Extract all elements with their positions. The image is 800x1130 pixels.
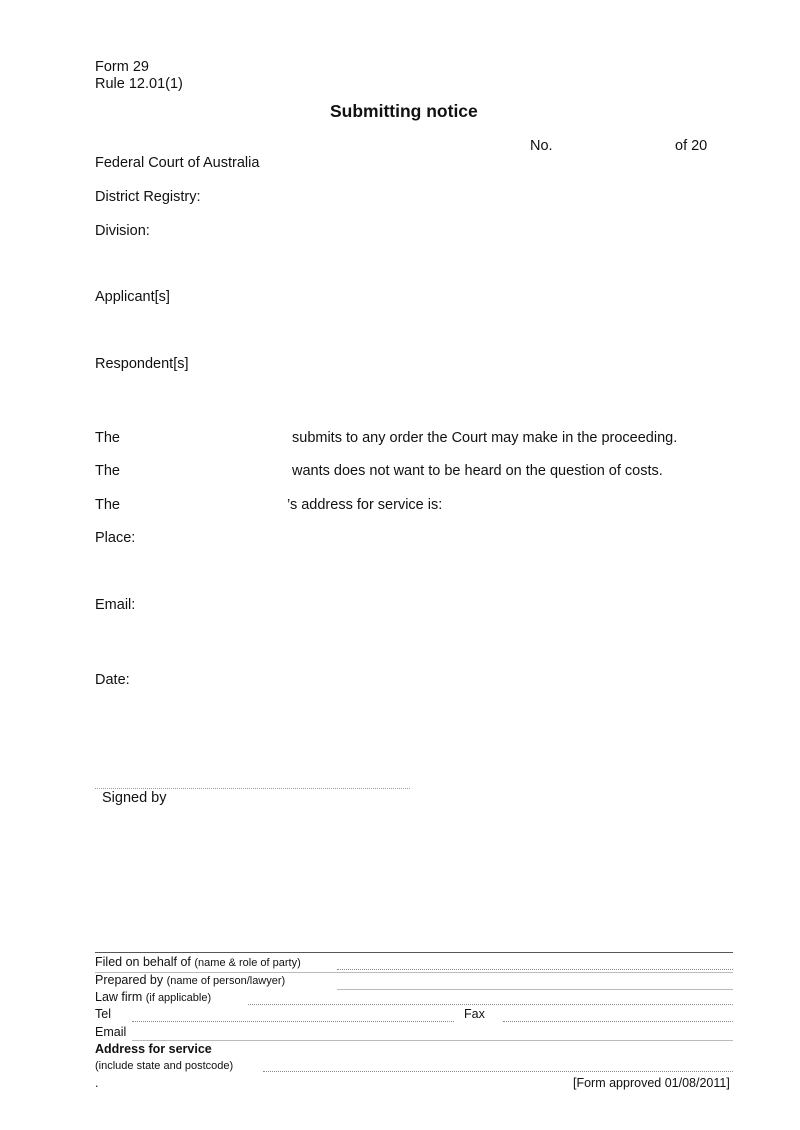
prepared-by-label: Prepared by <box>95 973 164 987</box>
statement-2-lead: The <box>95 463 120 479</box>
signature-line <box>95 788 410 789</box>
prepared-by-hint: (name of person/lawyer) <box>166 975 286 987</box>
court-name: Federal Court of Australia <box>95 155 260 171</box>
signed-by-label: Signed by <box>102 790 167 806</box>
law-firm-hint: (if applicable) <box>145 992 212 1004</box>
place-label: Place: <box>95 530 136 546</box>
form-approved-note: [Form approved 01/08/2011] <box>573 1076 730 1090</box>
fax-label: Fax <box>464 1007 485 1021</box>
law-firm-label: Law firm <box>95 990 143 1004</box>
statement-1-lead: The <box>95 430 120 446</box>
address-for-service-hint: (include state and postcode) <box>95 1060 234 1072</box>
address-for-service-field[interactable] <box>263 1071 733 1072</box>
tel-label: Tel <box>95 1007 111 1021</box>
case-year-label: of 20 <box>675 138 708 154</box>
form-number: Form 29 <box>95 59 149 75</box>
rule-reference: Rule 12.01(1) <box>95 76 183 92</box>
address-for-service-label: Address for service <box>95 1042 212 1056</box>
applicants-label: Applicant[s] <box>95 289 170 305</box>
respondents-label: Respondent[s] <box>95 356 189 372</box>
law-firm-field[interactable] <box>248 1004 733 1005</box>
email-field[interactable] <box>132 1040 733 1041</box>
date-label: Date: <box>95 672 130 688</box>
footer-top-rule <box>95 952 733 953</box>
filed-on-behalf-field[interactable] <box>337 969 733 970</box>
email-label: Email: <box>95 597 136 613</box>
statement-3-lead: The <box>95 497 120 513</box>
filed-on-behalf-label: Filed on behalf of <box>95 955 191 969</box>
district-registry-label: District Registry: <box>95 189 201 205</box>
case-number-label: No. <box>530 138 553 154</box>
prepared-by-row <box>95 973 285 987</box>
statement-1-text: submits to any order the Court may make in the proceeding. <box>292 430 678 446</box>
division-label: Division: <box>95 223 150 239</box>
email-footer-label: Email <box>95 1025 127 1039</box>
fax-field[interactable] <box>503 1021 733 1022</box>
tel-field[interactable] <box>132 1021 454 1022</box>
statement-3-text: ’s address for service is: <box>287 497 443 513</box>
law-firm-row <box>95 990 211 1004</box>
statement-2-text: wants does not want to be heard on the question of costs. <box>292 463 663 479</box>
footer-dot: . <box>95 1076 99 1090</box>
filed-on-behalf-row <box>95 955 301 969</box>
filed-on-behalf-hint: (name & role of party) <box>194 957 301 969</box>
page-title: Submitting notice <box>330 101 478 121</box>
prepared-by-field[interactable] <box>337 989 733 990</box>
